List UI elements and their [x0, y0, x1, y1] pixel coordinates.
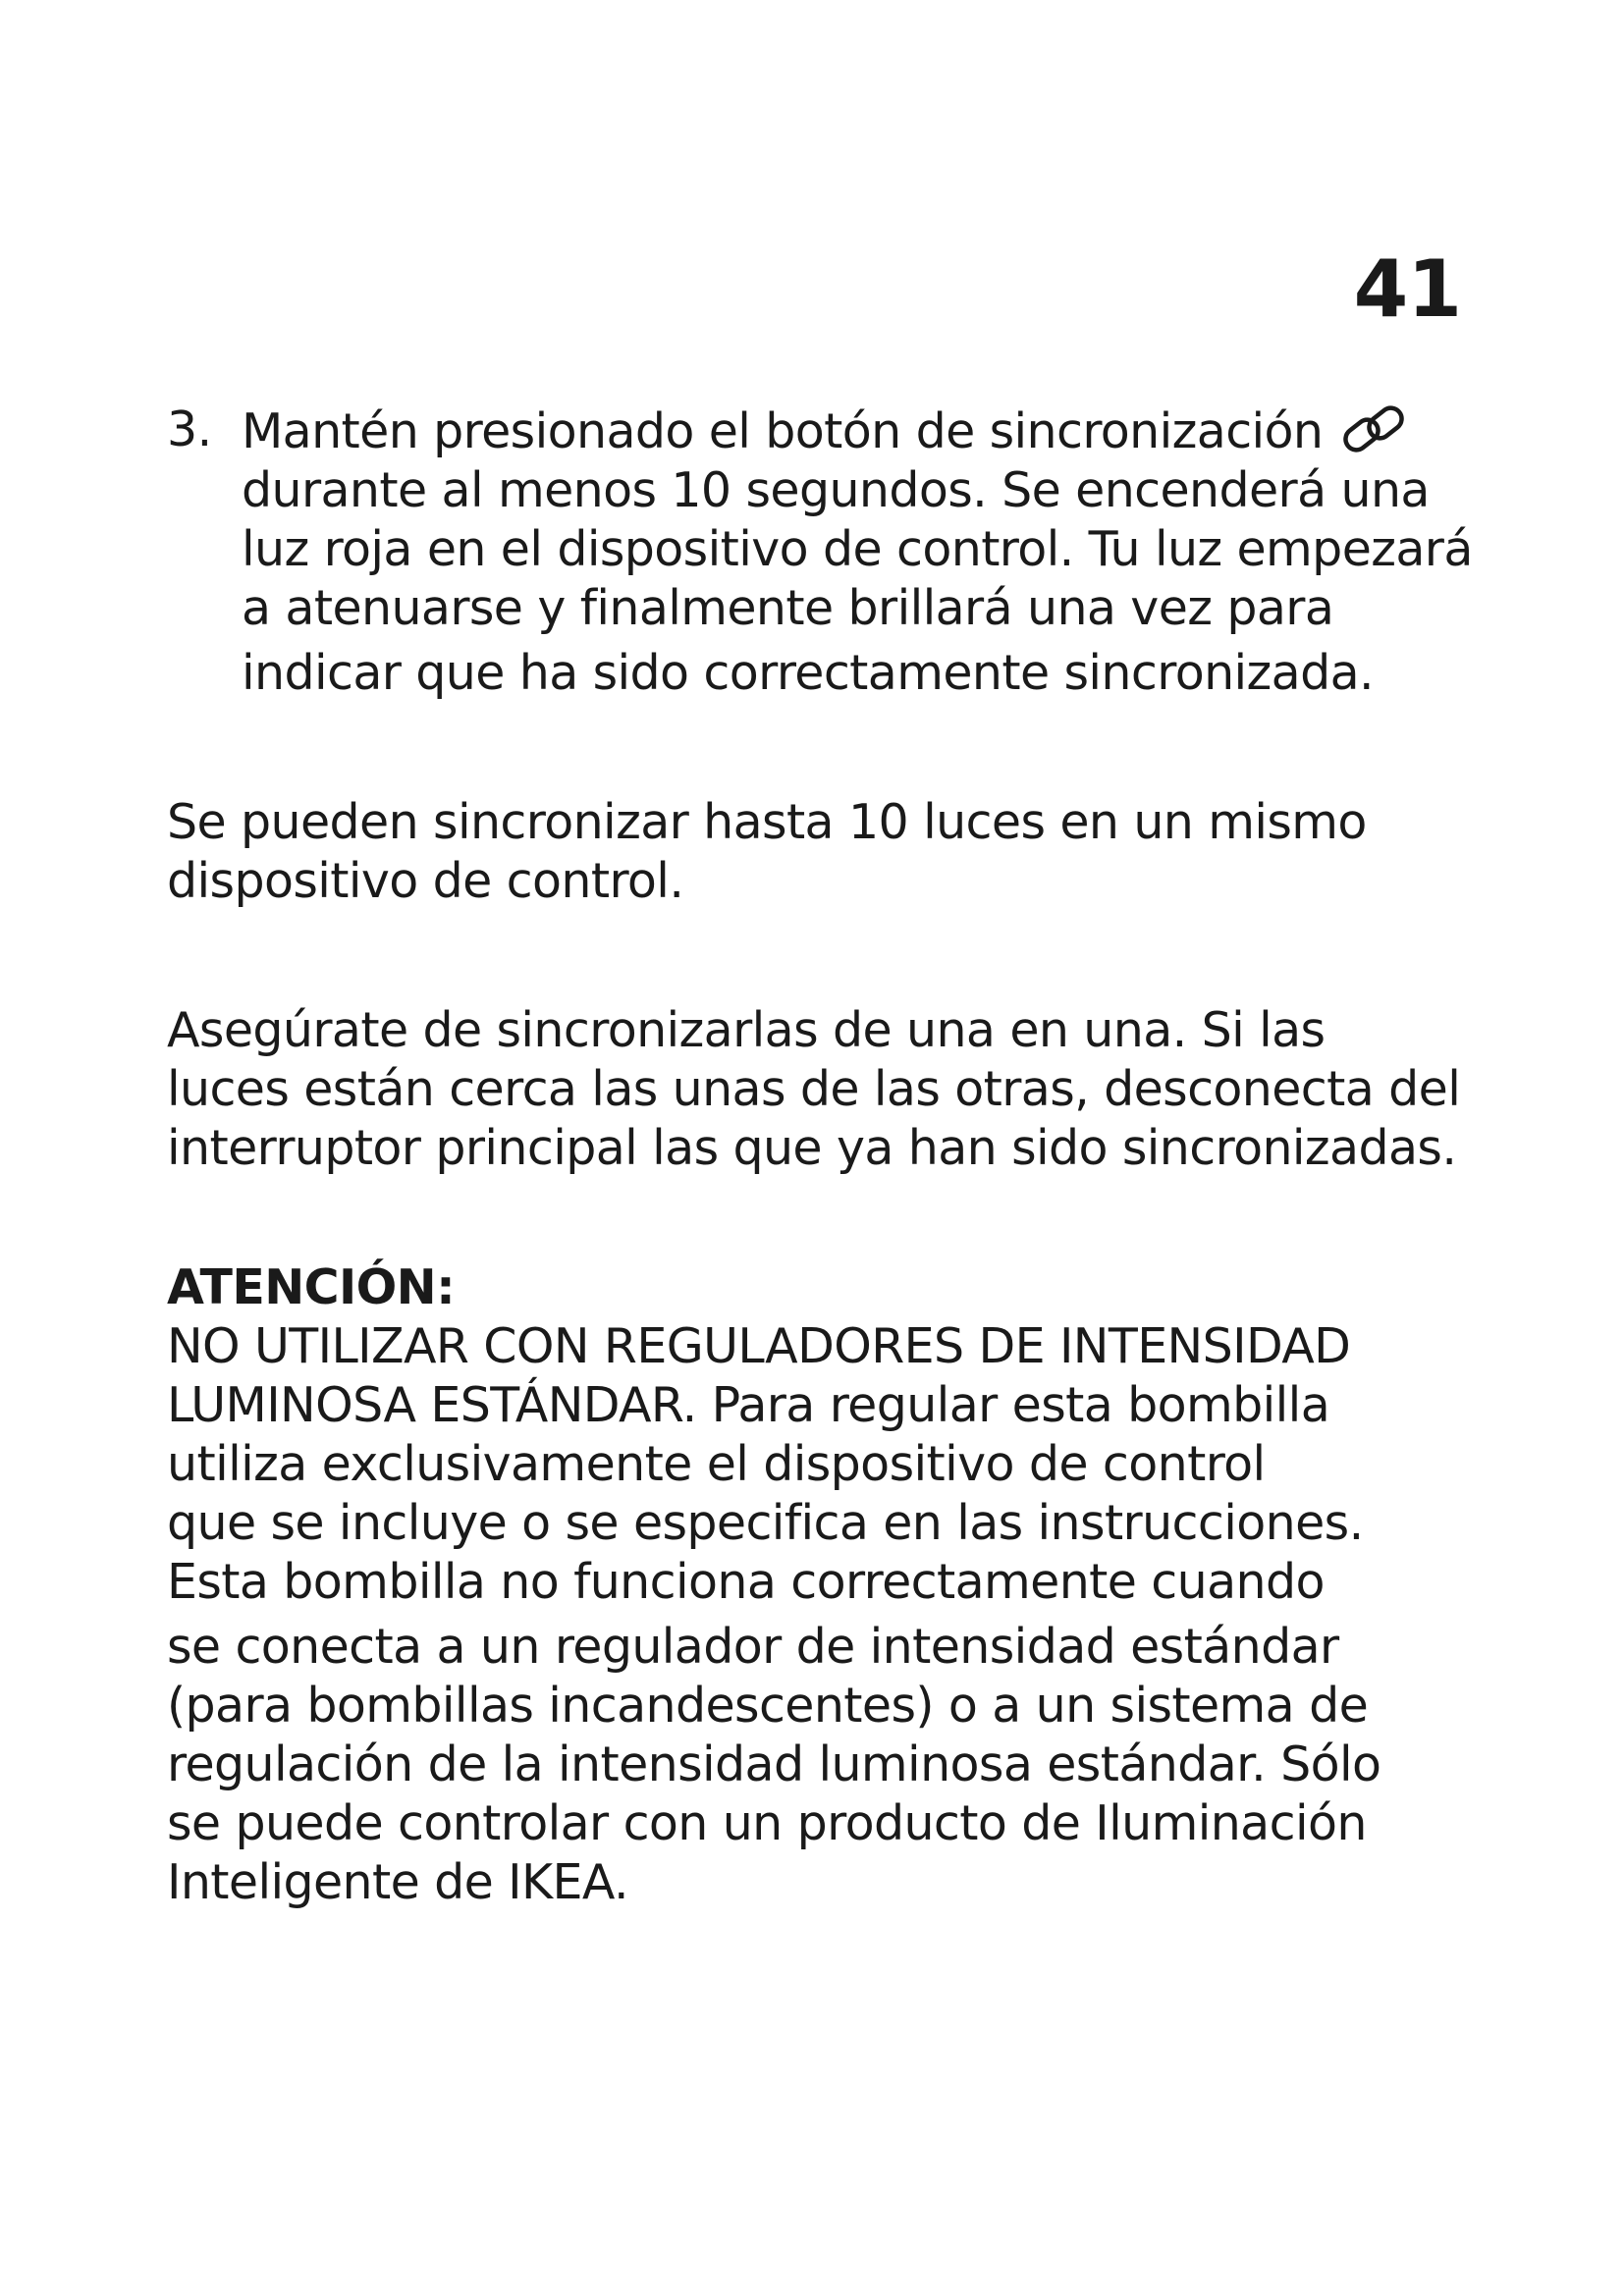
warning-line: Esta bombilla no funciona correctamente cuando: [167, 1554, 1325, 1610]
warning-title: ATENCIÓN:: [167, 1259, 456, 1315]
paragraph-line: Se pueden sincronizar hasta 10 luces en un mismo: [167, 794, 1367, 850]
warning-line: (para bombillas incandescentes) o a un sistema de: [167, 1678, 1369, 1734]
warning-section: [167, 1258, 1483, 1912]
step-number: 3.: [167, 401, 212, 457]
step-3: [167, 400, 1483, 703]
step-line: durante al menos 10 segundos. Se encenderá una: [242, 462, 1430, 518]
paragraph-line: Asegúrate de sincronizarlas de una en una. Si las: [167, 1002, 1326, 1058]
step-line: indicar que ha sido correctamente sincronizada.: [242, 645, 1374, 701]
step-line: a atenuarse y finalmente brillará una vez para: [242, 580, 1334, 636]
paragraph-line: interruptor principal las que ya han sido sincronizadas.: [167, 1120, 1457, 1176]
paragraph-one-by-one: [167, 1001, 1483, 1178]
warning-line: se conecta a un regulador de intensidad estándar: [167, 1619, 1339, 1675]
warning-line: regulación de la intensidad luminosa estándar. Sólo: [167, 1736, 1381, 1792]
paragraph-line: luces están cerca las unas de las otras, desconecta del: [167, 1061, 1461, 1117]
warning-line: utiliza exclusivamente el dispositivo de control: [167, 1436, 1266, 1492]
paragraph-sync-limit: [167, 793, 1483, 911]
page-number: 41: [1353, 243, 1461, 335]
warning-line: NO UTILIZAR CON REGULADORES DE INTENSIDAD: [167, 1318, 1351, 1374]
warning-line: Inteligente de IKEA.: [167, 1854, 628, 1910]
paragraph-line: dispositivo de control.: [167, 853, 684, 909]
step-line: [242, 400, 1483, 461]
link-icon: [1340, 400, 1407, 457]
warning-line: se puede controlar con un producto de Iluminación: [167, 1795, 1367, 1851]
step-line: luz roja en el dispositivo de control. Tu luz empezará: [242, 521, 1473, 577]
warning-line: LUMINOSA ESTÁNDAR. Para regular esta bombilla: [167, 1377, 1330, 1433]
warning-line: que se incluye o se especifica en las instrucciones.: [167, 1495, 1364, 1551]
page-content: [167, 400, 1483, 1912]
step-line-text: Mantén presionado el botón de sincronización: [242, 403, 1324, 459]
